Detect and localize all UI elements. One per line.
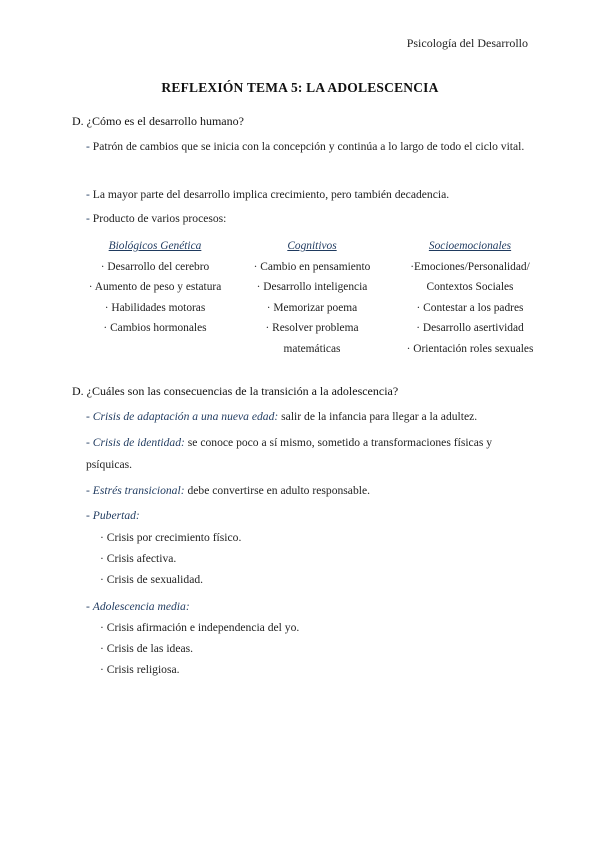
dash-bullet: -: [86, 484, 90, 497]
page-title: REFLEXIÓN TEMA 5: LA ADOLESCENCIA: [161, 80, 439, 95]
column-entry: · Desarrollo asertividad: [416, 322, 524, 334]
process-column-socioemotional: [396, 236, 544, 359]
column-entry: · Desarrollo del cerebro: [100, 260, 210, 273]
process-column-cognitive: [246, 236, 378, 359]
column-entry: · Cambios hormonales: [103, 322, 207, 334]
question-2: D. ¿Cuáles son las consecuencias de la transición a la adolescencia?: [72, 384, 399, 398]
column-entry: · Orientación roles sexuales: [406, 342, 534, 355]
column-entry: · Memorizar poema: [266, 301, 358, 314]
list-item-label: Crisis de identidad:: [92, 436, 185, 449]
dash-bullet: -: [86, 140, 90, 153]
list-item-text: debe convertirse en adulto responsable.: [184, 484, 371, 497]
process-column-biological: [86, 236, 224, 339]
dash-bullet: -: [86, 212, 90, 225]
column-heading: Socioemocionales: [428, 240, 512, 252]
list-item: [86, 480, 532, 502]
list-item: [86, 184, 532, 206]
sub-item: · Crisis afirmación e independencia del yo.: [100, 621, 300, 634]
list-item: [86, 596, 532, 618]
column-heading: Biológicos Genética: [108, 240, 202, 252]
list-item-text: Producto de varios procesos:: [89, 212, 227, 225]
sub-item: · Crisis afectiva.: [100, 552, 177, 565]
question-1: D. ¿Cómo es el desarrollo humano?: [72, 114, 244, 128]
list-item: [86, 136, 532, 158]
sub-item: · Crisis de las ideas.: [100, 642, 194, 655]
list-item-text: La mayor parte del desarrollo implica crecimiento, pero también decadencia.: [89, 188, 450, 201]
list-item-label: Adolescencia media:: [92, 600, 190, 613]
sub-item: · Crisis por crecimiento físico.: [100, 531, 242, 544]
dash-bullet: -: [86, 509, 90, 522]
column-entry: ·Emociones/Personalidad/ Contextos Sociales: [410, 260, 530, 293]
list-item-text: salir de la infancia para llegar a la adultez.: [278, 410, 478, 423]
column-entry: · Habilidades motoras: [104, 301, 206, 314]
dash-bullet: -: [86, 188, 90, 201]
list-item-label: Pubertad:: [92, 509, 140, 522]
column-heading: Cognitivos: [287, 240, 337, 252]
list-item-label: Estrés transicional:: [92, 484, 185, 497]
process-columns: [86, 236, 546, 366]
sub-item: · Crisis religiosa.: [100, 663, 180, 676]
sub-item: · Crisis de sexualidad.: [100, 573, 204, 586]
list-item: [86, 208, 532, 230]
column-entry: · Aumento de peso y estatura: [88, 281, 222, 293]
column-entry: · Desarrollo inteligencia: [256, 281, 368, 293]
list-item-text: se conoce poco a sí mismo, sometido a transformaciones físicas y psíquicas.: [86, 436, 493, 471]
dash-bullet: -: [86, 410, 90, 423]
running-header: Psicología del Desarrollo: [406, 36, 528, 50]
list-item: [86, 432, 532, 476]
column-entry: · Contestar a los padres: [416, 301, 524, 314]
column-entry: · Cambio en pensamiento: [253, 260, 371, 273]
list-item: [86, 505, 532, 527]
list-item-text: Patrón de cambios que se inicia con la concepción y continúa a lo largo de todo el ciclo vital.: [89, 140, 525, 153]
column-entry: · Resolver problema matemáticas: [265, 322, 359, 355]
dash-bullet: -: [86, 436, 90, 449]
list-item: [86, 406, 532, 428]
list-item-label: Crisis de adaptación a una nueva edad:: [92, 410, 279, 423]
dash-bullet: -: [86, 600, 90, 613]
